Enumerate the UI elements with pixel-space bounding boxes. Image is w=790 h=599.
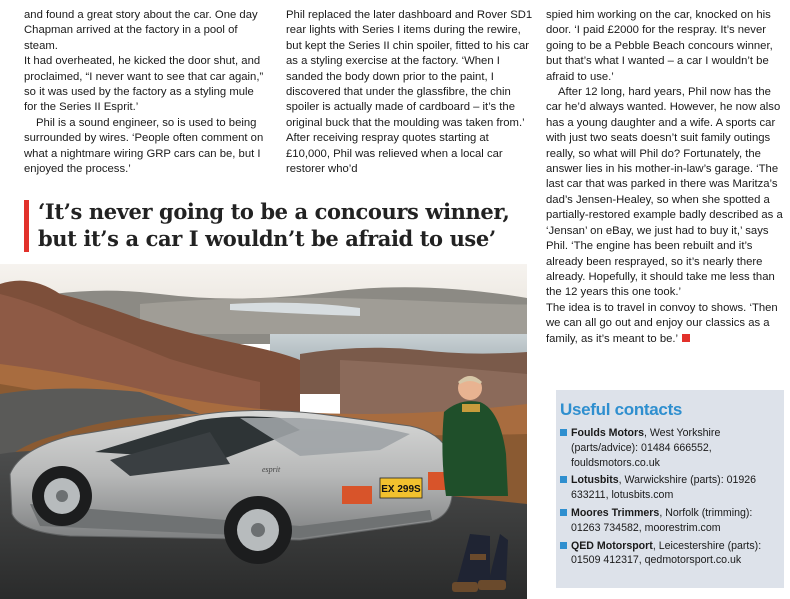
contact-item [560, 426, 782, 470]
pull-quote-line-2: but it’s a car I wouldn’t be afraid to use’ [38, 226, 496, 251]
number-plate-text: EX 299S [381, 484, 421, 495]
pull-quote-line-1: ‘It’s never going to be a concours winner, [38, 199, 510, 224]
contact-name: Lotusbits [571, 474, 619, 487]
bullet-square-icon [560, 542, 567, 549]
contact-details: , Leicestershire (parts): 01509 412317, qedmotorsport.co.uk [571, 539, 762, 567]
article-column-3 [546, 8, 786, 347]
pull-quote-text [38, 198, 538, 252]
contact-details: , West Yorkshire (parts/advice): 01484 666552, fouldsmotors.co.uk [571, 427, 721, 469]
end-mark-icon [682, 334, 690, 342]
paragraph: and found a great story about the car. One day Chapman arrived at the factory in a pool of steam. [24, 9, 258, 52]
useful-contacts-box [556, 390, 784, 588]
article-column-1 [24, 8, 270, 177]
paragraph: Phil is a sound engineer, so is used to being surrounded by wires. ‘People often comment on what a nightmare wiring GRP cars can be, but I enjoyed the process.’ [24, 116, 264, 176]
contact-item [560, 539, 782, 569]
paragraph-text: The idea is to travel in convoy to shows. ‘Then we can all go out and enjoy our classics as a family, as it’s meant to be.’ [546, 301, 778, 345]
car-photo-illustration [0, 264, 527, 599]
rear-light [428, 472, 446, 490]
article-column-2 [286, 8, 534, 177]
bullet-square-icon [560, 476, 567, 483]
paragraph: After 12 long, hard years, Phil now has the car he’d always wanted. However, he now also has a young daughter and a wife. A sports car with just two seats doesn’t suit family outings really, so what will Phil do? Fortunately, the answer lies in his mother-in-law’s garage. ‘The last car that was parked in there was Maritza’s dad’s Jensen-Healey, so when she spotted a partially-restored example badly described as a ‘Jensan’ on eBay, we just had to buy it,’ says Phil. ‘The engine has been rebuilt and it’s already been resprayed, so it’s nearly there already. Hopefully, it should take me less than the 12 years this one took.’ [546, 86, 783, 299]
rear-light [342, 486, 372, 504]
bullet-square-icon [560, 509, 567, 516]
car-photo [0, 264, 527, 599]
contact-name: Moores Trimmers [571, 506, 660, 519]
paragraph: It had overheated, he kicked the door shut, and proclaimed, “I never want to see that car again,” so it was used by the factory as a styling mule for the Series II Esprit.’ [24, 55, 264, 114]
contact-item [560, 473, 782, 503]
contacts-list [560, 426, 782, 571]
pull-quote [24, 198, 534, 254]
paragraph: Phil replaced the later dashboard and Rover SD1 rear lights with Series I items during the rewire, but kept the Series II chin spoiler, fitted to his car as a styling exercise at the factory. ‘When I sanded the body down prior to the paint, I discovered that under the glassfibre, the chin spoiler is actually made of cardboard – it’s the original buck that the moulding was taken from.’ After receiving respray quotes starting at £10,000, Phil was relieved when a local car restorer who’d [286, 9, 533, 176]
contact-item [560, 506, 782, 536]
contact-name: Foulds Motors [571, 427, 644, 439]
paragraph-final [546, 301, 786, 347]
esprit-badge: esprit [262, 465, 281, 474]
paragraph: spied him working on the car, knocked on his door. ‘I paid £2000 for the respray. It’s never going to be a Pebble Beach concours winner, but that’s what I wanted – a car I wouldn’t be afraid to use.’ [546, 9, 773, 83]
bullet-square-icon [560, 429, 567, 436]
contact-details: , Norfolk (trimming): 01263 734582, moorestrim.com [571, 506, 753, 534]
contact-name: QED Motorsport [571, 539, 653, 552]
pull-quote-bar [24, 200, 29, 252]
contacts-title: Useful contacts [560, 400, 683, 419]
contact-details: , Warwickshire (parts): 01926 633211, lotusbits.com [571, 474, 757, 502]
